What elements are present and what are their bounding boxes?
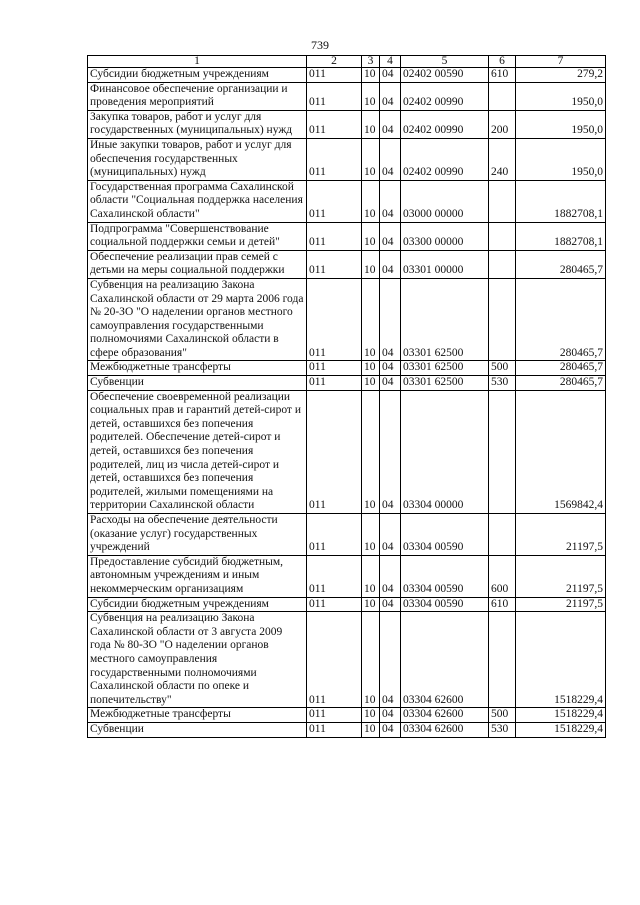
row-subsection: 04 xyxy=(380,390,401,513)
row-name: Межбюджетные трансферты xyxy=(88,361,307,376)
row-subsection: 04 xyxy=(380,138,401,180)
row-name: Субвенции xyxy=(88,722,307,737)
row-amount: 280465,7 xyxy=(516,250,606,278)
row-target-article: 02402 00990 xyxy=(401,110,489,138)
row-expense-type: 200 xyxy=(489,110,516,138)
row-section: 10 xyxy=(362,68,380,83)
row-code: 011 xyxy=(307,361,362,376)
row-target-article: 03304 00590 xyxy=(401,597,489,612)
row-target-article: 03301 62500 xyxy=(401,278,489,361)
row-code: 011 xyxy=(307,180,362,222)
row-name: Субвенция на реализацию Закона Сахалинской области от 3 августа 2009 года № 80-ЗО "О наделении органов местного самоуправления государственными полномочиями Сахалинской области по опеке и попечительству" xyxy=(88,612,307,708)
row-expense-type xyxy=(489,612,516,708)
row-subsection: 04 xyxy=(380,612,401,708)
row-name: Межбюджетные трансферты xyxy=(88,708,307,723)
table-row xyxy=(88,250,606,278)
column-header: 5 xyxy=(401,56,489,68)
row-expense-type: 500 xyxy=(489,708,516,723)
row-target-article: 03304 00590 xyxy=(401,555,489,597)
row-amount: 280465,7 xyxy=(516,361,606,376)
row-subsection: 04 xyxy=(380,222,401,250)
row-section: 10 xyxy=(362,708,380,723)
row-name: Субвенции xyxy=(88,376,307,391)
column-header: 6 xyxy=(489,56,516,68)
row-amount: 1518229,4 xyxy=(516,708,606,723)
row-expense-type: 530 xyxy=(489,376,516,391)
row-target-article: 03300 00000 xyxy=(401,222,489,250)
row-code: 011 xyxy=(307,390,362,513)
row-amount: 1569842,4 xyxy=(516,390,606,513)
row-amount: 1518229,4 xyxy=(516,612,606,708)
row-section: 10 xyxy=(362,180,380,222)
row-section: 10 xyxy=(362,110,380,138)
row-amount: 21197,5 xyxy=(516,597,606,612)
table-row xyxy=(88,180,606,222)
row-target-article: 03304 62600 xyxy=(401,722,489,737)
table-body xyxy=(88,68,606,738)
column-header: 3 xyxy=(362,56,380,68)
row-target-article: 02402 00590 xyxy=(401,68,489,83)
row-section: 10 xyxy=(362,222,380,250)
row-code: 011 xyxy=(307,376,362,391)
row-expense-type xyxy=(489,180,516,222)
table-row xyxy=(88,361,606,376)
row-code: 011 xyxy=(307,597,362,612)
table-row xyxy=(88,390,606,513)
row-section: 10 xyxy=(362,278,380,361)
column-header: 4 xyxy=(380,56,401,68)
row-section: 10 xyxy=(362,361,380,376)
row-name: Государственная программа Сахалинской области "Социальная поддержка населения Сахалинской области" xyxy=(88,180,307,222)
table-row xyxy=(88,222,606,250)
row-subsection: 04 xyxy=(380,376,401,391)
row-name: Предоставление субсидий бюджетным, автономным учреждениям и иным некоммерческим организациям xyxy=(88,555,307,597)
row-code: 011 xyxy=(307,278,362,361)
row-amount: 1950,0 xyxy=(516,138,606,180)
row-amount: 1518229,4 xyxy=(516,722,606,737)
row-expense-type xyxy=(489,222,516,250)
row-expense-type: 240 xyxy=(489,138,516,180)
row-subsection: 04 xyxy=(380,361,401,376)
row-name: Финансовое обеспечение организации и проведения мероприятий xyxy=(88,82,307,110)
row-subsection: 04 xyxy=(380,68,401,83)
row-name: Расходы на обеспечение деятельности (оказание услуг) государственных учреждений xyxy=(88,514,307,556)
row-section: 10 xyxy=(362,597,380,612)
column-header: 7 xyxy=(516,56,606,68)
table-row xyxy=(88,278,606,361)
row-amount: 1882708,1 xyxy=(516,222,606,250)
row-name: Иные закупки товаров, работ и услуг для обеспечения государственных (муниципальных) нужд xyxy=(88,138,307,180)
table-row xyxy=(88,68,606,83)
row-expense-type xyxy=(489,278,516,361)
table-row xyxy=(88,708,606,723)
row-expense-type: 610 xyxy=(489,597,516,612)
row-amount: 1950,0 xyxy=(516,82,606,110)
row-expense-type xyxy=(489,250,516,278)
row-amount: 279,2 xyxy=(516,68,606,83)
column-header: 1 xyxy=(88,56,307,68)
row-amount: 1950,0 xyxy=(516,110,606,138)
table-row xyxy=(88,376,606,391)
row-code: 011 xyxy=(307,555,362,597)
row-amount: 280465,7 xyxy=(516,278,606,361)
row-section: 10 xyxy=(362,722,380,737)
row-section: 10 xyxy=(362,390,380,513)
row-code: 011 xyxy=(307,110,362,138)
row-code: 011 xyxy=(307,514,362,556)
row-target-article: 02402 00990 xyxy=(401,82,489,110)
row-expense-type xyxy=(489,82,516,110)
row-expense-type: 530 xyxy=(489,722,516,737)
row-subsection: 04 xyxy=(380,597,401,612)
row-section: 10 xyxy=(362,555,380,597)
row-expense-type xyxy=(489,390,516,513)
row-target-article: 03301 62500 xyxy=(401,361,489,376)
row-expense-type xyxy=(489,514,516,556)
row-code: 011 xyxy=(307,722,362,737)
row-amount: 21197,5 xyxy=(516,514,606,556)
row-code: 011 xyxy=(307,250,362,278)
row-subsection: 04 xyxy=(380,180,401,222)
table-row xyxy=(88,612,606,708)
row-section: 10 xyxy=(362,514,380,556)
row-target-article: 03304 62600 xyxy=(401,708,489,723)
row-subsection: 04 xyxy=(380,82,401,110)
row-target-article: 03304 00590 xyxy=(401,514,489,556)
table-row xyxy=(88,722,606,737)
row-name: Субсидии бюджетным учреждениям xyxy=(88,68,307,83)
row-name: Подпрограмма "Совершенствование социальной поддержки семьи и детей" xyxy=(88,222,307,250)
row-name: Субсидии бюджетным учреждениям xyxy=(88,597,307,612)
row-subsection: 04 xyxy=(380,722,401,737)
page-number: 739 xyxy=(311,38,329,52)
row-amount: 21197,5 xyxy=(516,555,606,597)
row-section: 10 xyxy=(362,250,380,278)
row-subsection: 04 xyxy=(380,278,401,361)
row-code: 011 xyxy=(307,612,362,708)
row-subsection: 04 xyxy=(380,110,401,138)
row-amount: 1882708,1 xyxy=(516,180,606,222)
row-code: 011 xyxy=(307,222,362,250)
column-header: 2 xyxy=(307,56,362,68)
row-expense-type: 500 xyxy=(489,361,516,376)
row-name: Обеспечение своевременной реализации социальных прав и гарантий детей-сирот и детей, оставшихся без попечения родителей. Обеспечение детей-сирот и детей, оставшихся без попечения родителей, лиц из числа детей-сирот и детей, оставшихся без попечения родителей, жилыми помещениями на территории Сахалинской области xyxy=(88,390,307,513)
row-target-article: 03304 62600 xyxy=(401,612,489,708)
row-target-article: 03301 00000 xyxy=(401,250,489,278)
row-expense-type: 600 xyxy=(489,555,516,597)
budget-table xyxy=(87,55,606,738)
table-row xyxy=(88,555,606,597)
row-target-article: 03000 00000 xyxy=(401,180,489,222)
row-expense-type: 610 xyxy=(489,68,516,83)
row-section: 10 xyxy=(362,376,380,391)
row-name: Субвенция на реализацию Закона Сахалинской области от 29 марта 2006 года № 20-ЗО "О наделении органов местного самоуправления государственными полномочиями Сахалинской области в сфере образования" xyxy=(88,278,307,361)
row-name: Закупка товаров, работ и услуг для государственных (муниципальных) нужд xyxy=(88,110,307,138)
row-code: 011 xyxy=(307,138,362,180)
row-target-article: 03304 00000 xyxy=(401,390,489,513)
header-row xyxy=(88,56,606,68)
row-subsection: 04 xyxy=(380,250,401,278)
row-name: Обеспечение реализации прав семей с детьми на меры социальной поддержки xyxy=(88,250,307,278)
row-section: 10 xyxy=(362,138,380,180)
row-subsection: 04 xyxy=(380,514,401,556)
row-code: 011 xyxy=(307,68,362,83)
row-code: 011 xyxy=(307,708,362,723)
table-row xyxy=(88,597,606,612)
row-code: 011 xyxy=(307,82,362,110)
table-row xyxy=(88,514,606,556)
table-row xyxy=(88,110,606,138)
table-row xyxy=(88,138,606,180)
row-amount: 280465,7 xyxy=(516,376,606,391)
row-section: 10 xyxy=(362,82,380,110)
row-target-article: 03301 62500 xyxy=(401,376,489,391)
table-row xyxy=(88,82,606,110)
row-subsection: 04 xyxy=(380,555,401,597)
row-section: 10 xyxy=(362,612,380,708)
row-target-article: 02402 00990 xyxy=(401,138,489,180)
row-subsection: 04 xyxy=(380,708,401,723)
